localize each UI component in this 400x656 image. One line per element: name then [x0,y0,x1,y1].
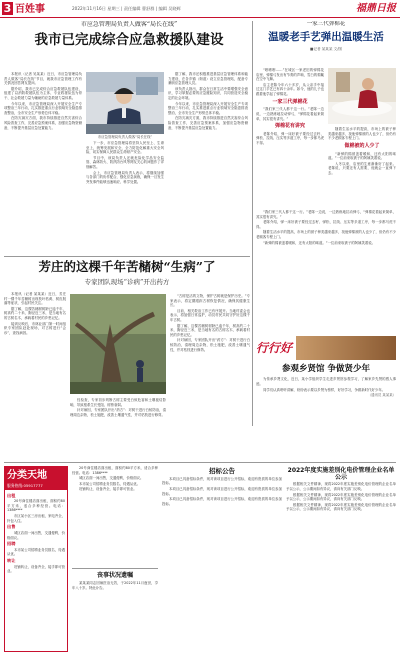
column-divider [252,21,253,426]
cotton-body-lower: “我们家三代人都干这一行。”老陈一边说，一边熟练地拉动弹弓，“弹棉花看起来简单，其实很有讲究。” 老陈介绍，弹一床好被子要经过去籽、弹松、拉线、压实等多道工序，每一步都马虎不得。 随着生活水平的提高，市场上的被子种类越来越多，找他弹棉被的人也少了，但仍有不少老顾客专程上门。 “新弹的棉被盖着暖和，还有太阳的味道。”一位前来取被子的阿姨笑着说。 [256,210,396,245]
lead-kicker: 市应急管理局负责人做客“局长在线” [80,21,178,28]
cotton-kicker: 一家三代弹棉花 [306,21,346,27]
tree-title: 芳庄的这棵千年苦槠树“生病”了 [38,259,216,274]
cotton-sub2: 弹棉花有讲究 [274,123,305,130]
cotton-sub3: 做棉被的人少了 [344,142,380,149]
classified-phone: 服务热线:05917777 [7,482,43,488]
promo-logo: 行行好 [256,340,293,355]
enterprise-notice: 2022年度实施差别化电价管理企业名单公示 根据相关文件精神，现将2022年度实施差别化电价管理的企业名单予以公示，公示期间如有异议，请向有关部门反映。 根据相关文件精神，现将2022年度实施差别化电价管理的企业名单予以公示，公示期间如有异议，请向有关部门反映。 根据相关文件精神，现将2022年度实施差别化电价管理的企业名单予以公示，公示期间如有异议，请向有关部门反映。 [286,467,396,512]
lost-notice-title: 丧事状况遗嘱 [96,572,133,579]
tree-photo [70,294,166,394]
classified-box: 分类天地 服务热线:05917777 出租 20号商住楼店面出租，面积约80平方米，适合多种经营。电话：1386**** 市区某小区三房出租，家电齐全，拎包入住。 出售 城区店面一间出售，交通便利，价格面议。 招聘 本市某公司招聘业务员数名，待遇从优。 转让 旺铺转让，设备齐全，接手即可营业。 [4,466,68,652]
page-number: 3 [3,2,12,15]
promo-block [256,336,396,426]
cotton-title: 温暖老手艺弹出温暖生活 [268,31,384,44]
tender-notice: 招标公告 本项目已具备招标条件，现对该项目进行公开招标，欢迎有资质的单位参加投标。 本项目已具备招标条件，现对该项目进行公开招标，欢迎有资质的单位参加投标。 本项目已具备招标条件，现对该项目进行公开招标，欢迎有资质的单位参加投标。 [162,467,282,506]
lead-body-col2: 下一步，市应急管理局将坚持人民至上、生命至上，统筹发展和安全，全力防范化解重大安全风险，切实保障人民群众生命财产安全。 节目中，该局负责人还就危险化学品安全监管、森林防火、防汛防台风等网友关心的问题作了详细解答。 会上，市应急管理局负责人表示，将继续加强与各部门的协作配合，强化应急演练，确保一旦发生突发事件能够迅速响应、科学处置。 [86,141,164,184]
cotton-body-col1: “嘭嘭嘭……”在城区一家老旧的弹棉花店里，弹棉弓发出有节奏的声响，雪白的棉絮在空中飞舞。 店主老陈今年六十多岁，从父亲手中接过这门手艺已有四十余年。如今，他的儿子也跟着他学起了弹棉花。 一家三代弹棉花 “我们家三代人都干这一行。”老陈一边说，一边熟练地拉动弹弓，“弹棉花看起来简单，其实很有讲究。” 弹棉花有讲究 老陈介绍，弹一床好被子要经过去籽、弹松、拉线、压实等多道工序，每一步都马虎不得。 [256,68,324,146]
lead-photo-caption: 市应急管理局负责人做客“局长在线” [97,135,153,139]
promo-photo [296,336,396,360]
notice-col-1: 20号商住楼店面出租，面积约80平方米，适合多种经营。电话：1386**** 城区店面一间出售，交通便利，价格面议。 本市某公司招聘业务员数名，待遇从优。 旺铺转让，设备齐全，接手即可营业。 [72,466,158,492]
masthead [0,0,400,18]
classified-head-3: 招聘 [7,541,16,547]
tree-subtitle: 专家团队现场“诊病”开出药方 [84,277,170,286]
promo-body: 为传承乡贤文化，近日，某小学组织学生走进乡贤馆参观学习，了解家乡先贤的感人事迹。 同学们认真聆听讲解，纷纷表示要以乡贤为榜样，好好学习，争做新时代好少年。 [256,377,396,392]
lead-title: 我市已完成综合应急救援队建设 [34,32,224,49]
bottom-divider [4,462,396,463]
section-divider [4,256,250,257]
classified-head-2: 出售 [7,524,16,530]
cotton-byline: ■记者 某某某 文/图 [309,46,343,51]
cotton-sub1: 一家三代弹棉花 [272,98,308,105]
lead-photo [86,72,164,134]
classified-title: 分类天地 [7,470,47,481]
lead-body-col3: 据了解，我市还积极推进基层应急管理体系和能力建设，在各乡镇（街道）设立应急管理站，配备专兼职应急管理人员。 该负责人指出，群众在日常生活中要增强安全意识，学习掌握必要的应急避险知识，共同营造安全稳定的社会环境。 今年以来，市应急管理局深入开展安全生产专项整治三年行动，扎实推进重点行业领域安全隐患排查整治，全市安全生产形势总体平稳。 在防灾减灾方面，我市持续推进自然灾害综合风险普查工作，完善应急预案体系，加强应急物资储备，不断提升基层应急处置能力。 [168,72,248,130]
section-title: 百姓事 [15,4,45,15]
classified-head-4: 转让 [7,557,16,563]
enterprise-title: 2022年度实施差别化电价管理企业名单公示 [287,467,395,482]
lead-body-col1: 本报讯（记者 吴某某）近日，市应急管理局负责人做客“局长在线”节目，就我市应急管理工作有关情况回答网友提问。 据介绍，我市已完成综合应急救援队伍建设，组建了以消防救援队伍为主体、专业救援队伍为骨干、社会救援力量为辅助的应急救援力量体系。 今年以来，市应急管理局深入开展安全生产专项整治三年行动，扎实推进重点行业领域安全隐患排查整治，全市安全生产形势总体平稳。 在防灾减灾方面，我市持续推进自然灾害综合风险普查工作，完善应急预案体系，加强应急物资储备，不断提升基层应急处置能力。 [4,72,82,130]
promo-title: 参观乡贤馆 争做贤少年 [282,364,370,374]
tree-body-col3: “古树是活的文物，保护古树就是保护历史。”专家表示，将定期跟踪古树恢复情况，确保其健康生长。 目前，相关救治工作已有序展开。当地村委会也表示，将加强日常巡护，动员村民共同守护好这棵千年古树。 据了解，这棵苦槠树树龄已逾千年，树高约二十米，胸径近三米，是当地有名的古树名木，承载着村民的乡愁记忆。 针对病因，专家团队开出“药方”：对树干进行白蚁防治，清理周边杂物，松土施肥，改善土壤通气性，并对枯枝进行修剪。 [170,294,250,352]
lead-headline [4,21,254,75]
issue-meta: 2022年11月16日 星期三 | 责任编辑 曹舒群 | 编辑 吴晓辉 [72,6,181,11]
lost-notice: 丧事状况遗嘱 某某某同志因病医治无效，于2022年11月逝世，享年八十岁。特此讣告。 [72,568,158,652]
tree-body-col2: 经检查，专家初步判断古树主要受白蚁危害和土壤板结影响，导致根系生长受阻、树势衰弱。 针对病因，专家团队开出“药方”：对树干进行白蚁防治，清理周边杂物，松土施肥，改善土壤通气性，并对枯枝进行修剪。 [70,398,166,417]
promo-byline: （通讯员 某某某） [367,393,396,398]
classified-head-1: 出租 [7,492,16,498]
tree-headline [4,259,250,291]
cotton-body-col2: 随着生活水平的提高，市场上的被子种类越来越多，找他弹棉被的人也少了，但仍有不少老顾客专程上门。 做棉被的人少了 “新弹的棉被盖着暖和，还有太阳的味道。”一位前来取被子的阿姨笑着说。 入冬以来，店里的生意渐渐好了起来。老陈说，只要还有人需要，他就会一直弹下去。 [328,127,396,175]
tender-title: 招标公告 [209,467,235,475]
cotton-photo [328,68,396,124]
cotton-headline [256,21,396,63]
tree-body-col1: 本报讯（记者 某某某）近日，芳庄村一棵千年苦槠树出现枝叶枯黄、树皮脱落等症状，引起村民关注。 据了解，这棵苦槠树树龄已逾千年，树高约二十米，胸径近三米，是当地有名的古树名木，承载着村民的乡愁记忆。 接到反映后，市林业部门第一时间组织专家团队赶赴现场，对古树进行“会诊”，查找病因。 [4,292,66,335]
paper-name: 福鼎日报 [356,3,396,14]
